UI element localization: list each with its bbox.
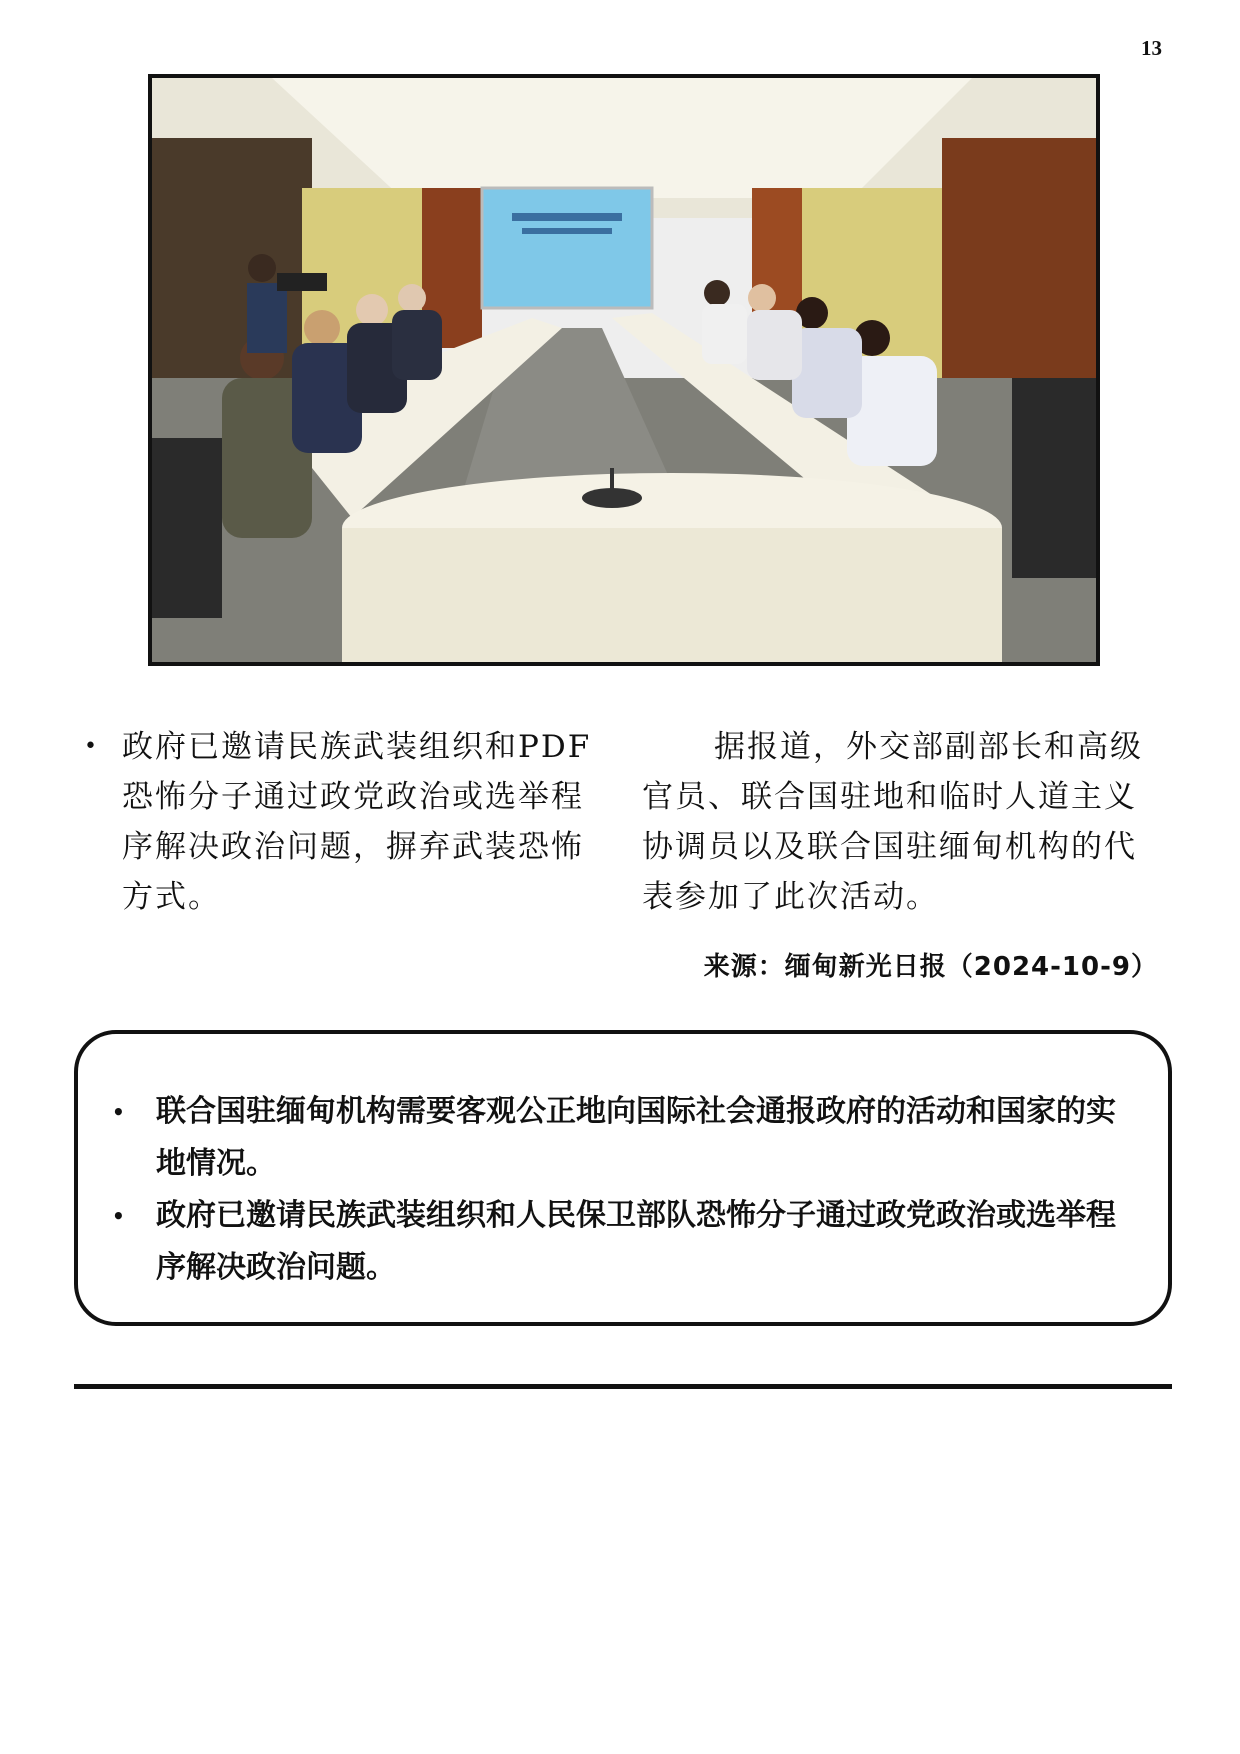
summary-box	[74, 1030, 1172, 1326]
right-column-paragraph: 据报道，外交部副部长和高级官员、联合国驻地和临时人道主义协调员以及联合国驻缅甸机构的代表参加了此次活动。	[642, 729, 1143, 915]
summary-item-text: 联合国驻缅甸机构需要客观公正地向国际社会通报政府的活动和国家的实地情况。	[156, 1094, 1116, 1181]
bullet-icon: •	[84, 734, 99, 759]
summary-item	[106, 1086, 1140, 1190]
page-number: 13	[1141, 36, 1162, 60]
summary-item-text: 政府已邀请民族武装组织和人民保卫部队恐怖分子通过政党政治或选举程序解决政治问题。	[156, 1198, 1116, 1285]
bullet-icon: •	[112, 1100, 125, 1124]
horizontal-divider	[74, 1384, 1172, 1389]
left-column	[80, 722, 610, 922]
meeting-photo	[148, 74, 1100, 666]
left-bullet-text: 政府已邀请民族武装组织和PDF恐怖分子通过政党政治或选举程序解决政治问题，摒弃武装恐怖方式。	[122, 729, 592, 915]
left-bullet-item	[80, 722, 610, 922]
source-citation: 来源：缅甸新光日报（2024-10-9）	[703, 952, 1158, 982]
meeting-room-illustration	[152, 78, 1096, 662]
bullet-icon: •	[112, 1204, 125, 1228]
summary-item	[106, 1190, 1140, 1294]
